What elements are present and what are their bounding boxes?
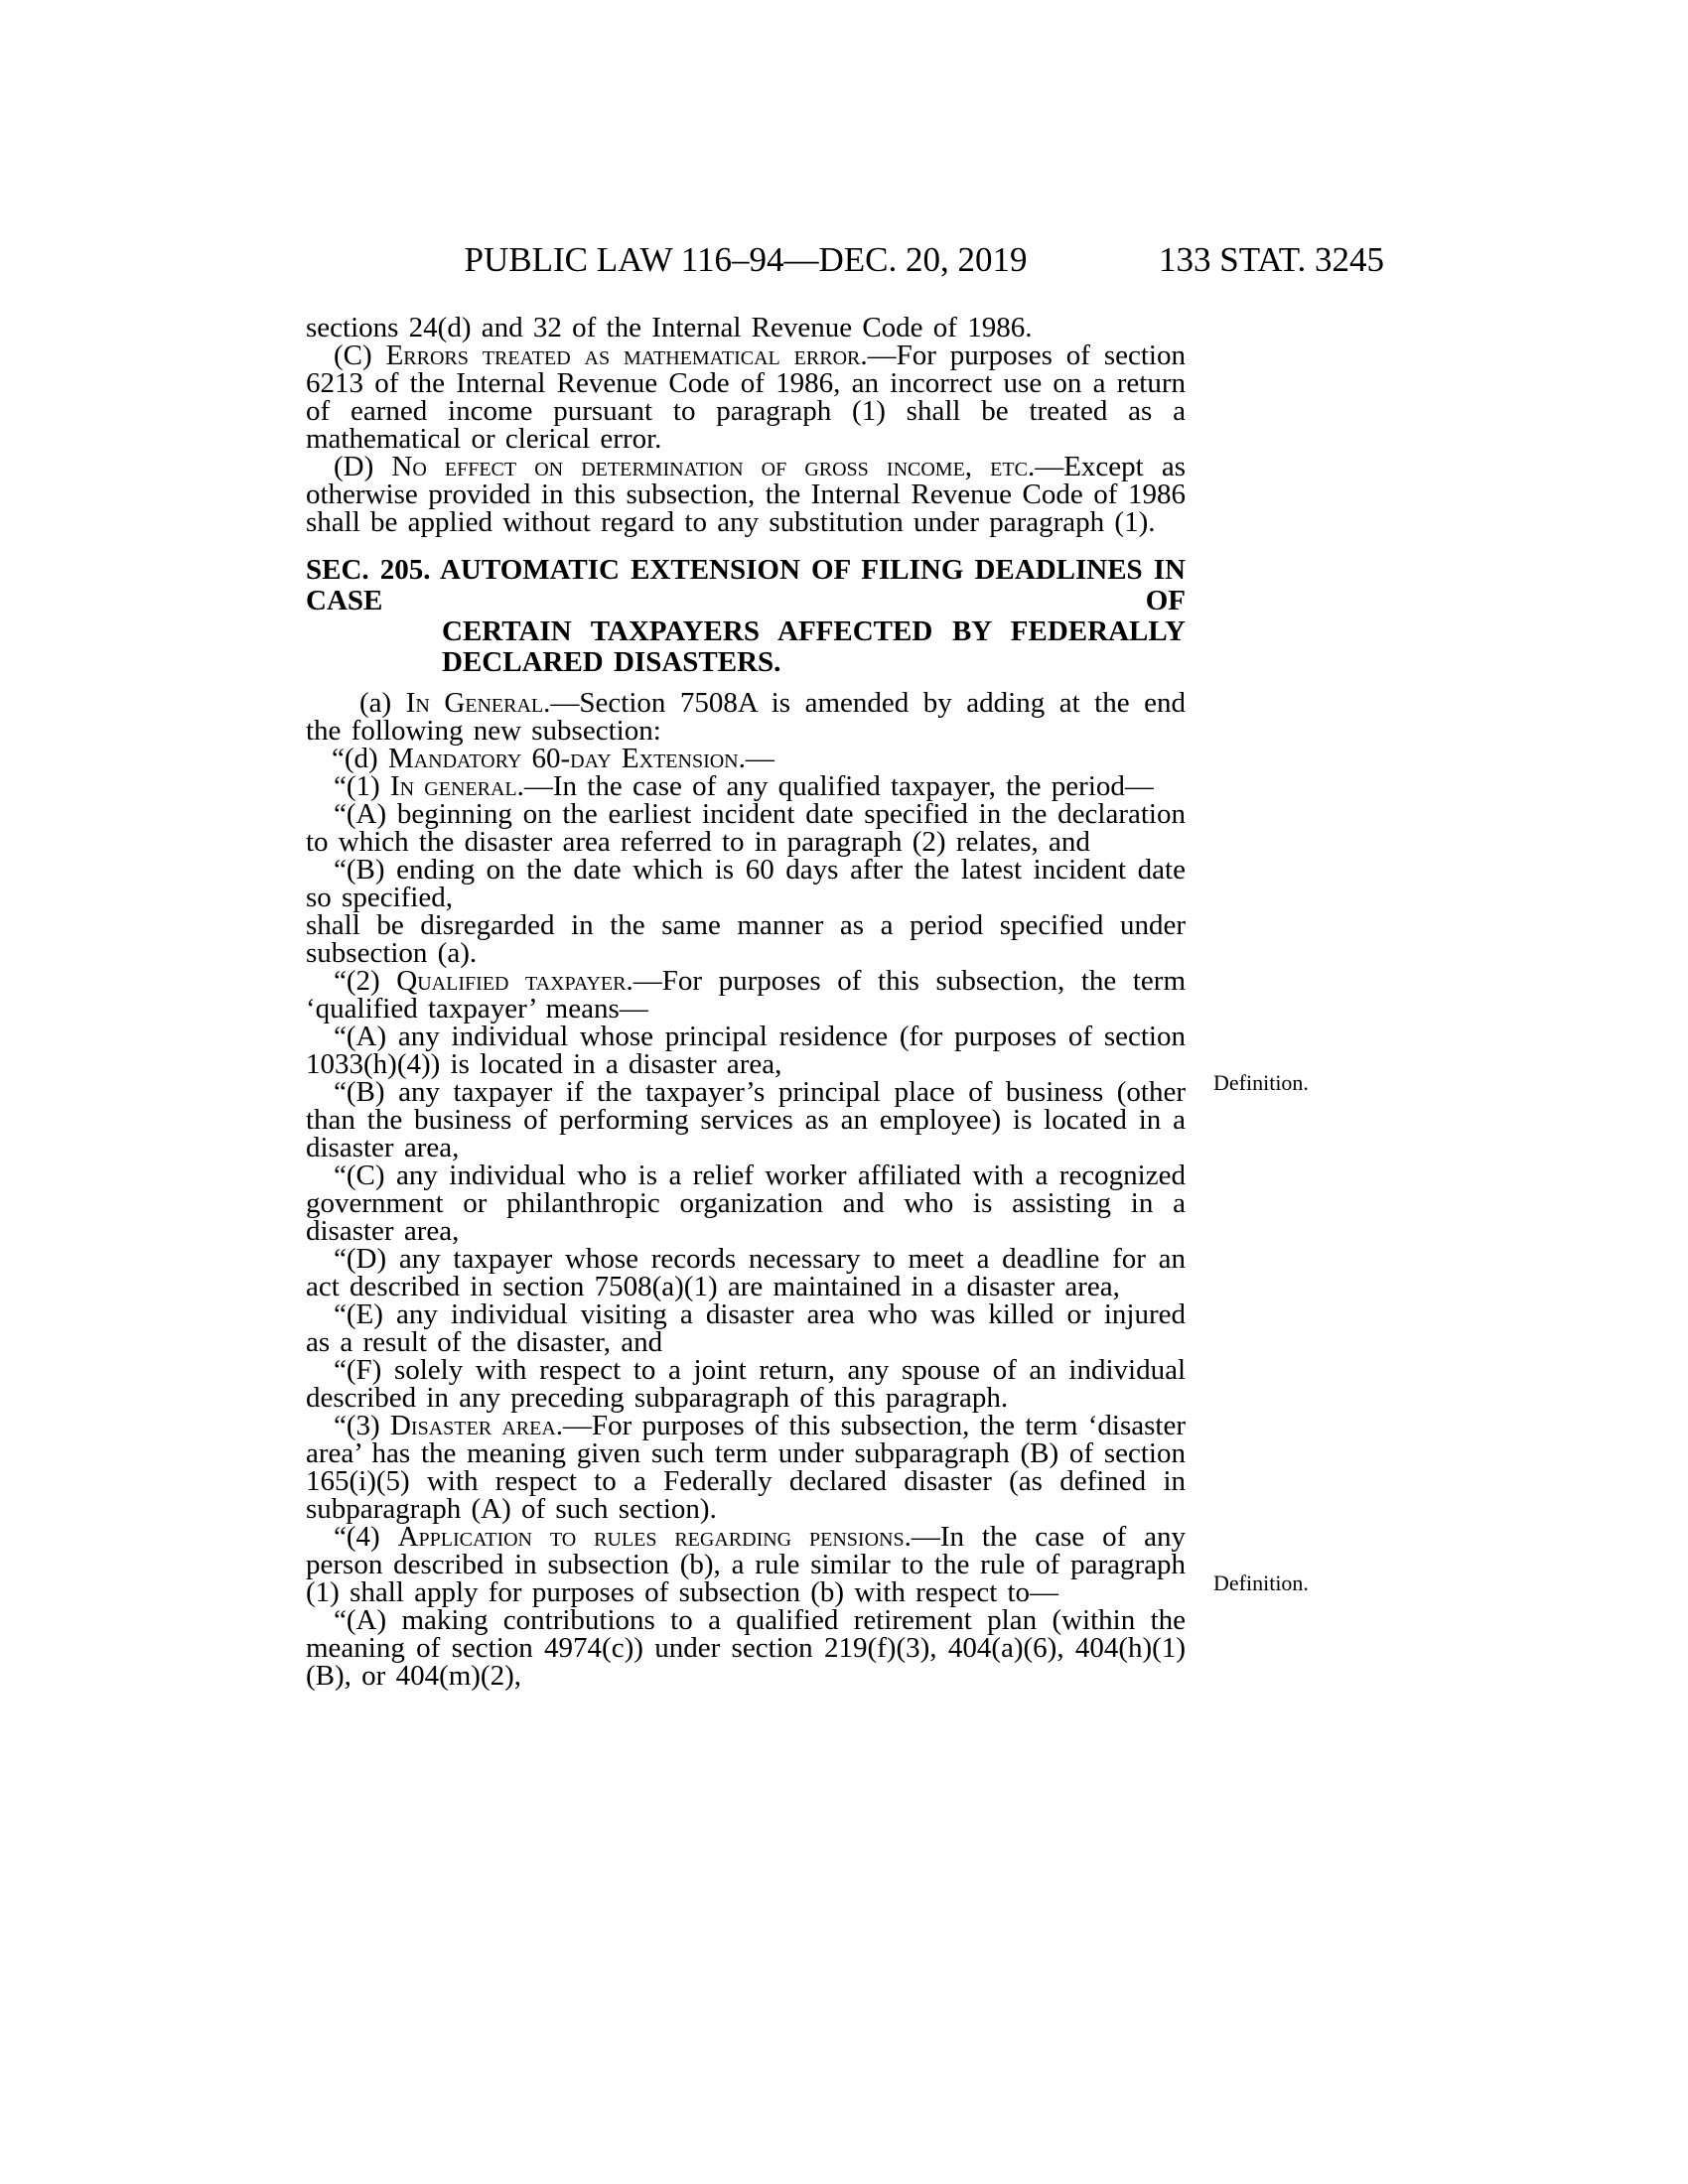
text-run: “(A) beginning on the earliest incident date specified in the declaration to which the disaster area referred to in paragraph (2) relates, and <box>306 798 1186 858</box>
para-1-in-general <box>306 772 1186 800</box>
text-run: “(B) any taxpayer if the taxpayer’s principal place of business (other than the business of performing services as an employee) is located in a disaster area, <box>306 1076 1186 1163</box>
small-caps-run: No effect on determination of gross income, etc. <box>391 451 1036 482</box>
small-caps-run: In general <box>389 770 517 802</box>
subpara-4A-contributions <box>306 1606 1186 1690</box>
text-run: (a) <box>359 687 406 719</box>
text-run: “(D) any taxpayer whose records necessary to meet a deadline for an act described in section 7508(a)(1) are maintained in a disaster area, <box>306 1243 1186 1302</box>
text-run: .—For purposes of this subsection, the term ‘qualified taxpayer’ means— <box>306 965 1187 1024</box>
text-run: .—For purposes of this subsection, the term ‘disaster area’ has the meaning given such term under subparagraph (B) of section 165(i)(5) with respect to a Federally declared disaster (as defined in subparagraph (A) of such section). <box>306 1410 1187 1525</box>
small-caps-run: In General <box>405 687 544 719</box>
flush-shall-be-disregarded <box>306 911 1186 967</box>
text-run: —Except as otherwise provided in this subsection, the Internal Revenue Code of 1986 shall be applied without regard to any substitution under paragraph (1). <box>306 451 1186 538</box>
subpara-2D-records <box>306 1245 1186 1300</box>
section-205-heading <box>306 555 1186 678</box>
small-caps-run: Mandatory 60-day Extension <box>387 743 739 774</box>
text-run: “(d) <box>332 743 388 774</box>
para-2-qualified-taxpayer <box>306 967 1186 1023</box>
small-caps-run: Qualified taxpayer <box>396 965 627 997</box>
small-caps-run: Disaster area <box>389 1410 556 1441</box>
text-run: .— <box>738 743 774 774</box>
subpara-1A-beginning <box>306 800 1186 856</box>
text-run: .—Section 7508A is amended by adding at the end the following new subsection: <box>306 687 1186 747</box>
text-run: .—In the case of any qualified taxpayer, the period— <box>516 770 1154 802</box>
text-run: “(A) making contributions to a qualified retirement plan (within the meaning of section 4974(c)) under section 219(f)(3), 404(a)(6), 404(h)(1)(B), or 404(m)(2), <box>306 1604 1186 1692</box>
text-run: shall be disregarded in the same manner as a period specified under subsection (a). <box>306 909 1186 969</box>
subpara-C-errors-treated <box>306 341 1186 453</box>
subsec-a-in-general <box>306 689 1186 745</box>
text-run: “(A) any individual whose principal residence (for purposes of section 1033(h)(4)) is located in a disaster area, <box>306 1021 1186 1080</box>
text-run: “(2) <box>334 965 397 997</box>
subpara-2E-visiting <box>306 1300 1186 1356</box>
text-run: “(4) <box>334 1521 398 1553</box>
body-main-paragraphs <box>306 689 1186 1690</box>
body-top-paragraphs <box>306 314 1186 536</box>
small-caps-run: Application to rules regarding pensions <box>397 1521 905 1553</box>
text-run: “(1) <box>334 770 390 802</box>
text-run: “(F) solely with respect to a joint return, any spouse of an individual described in any preceding subparagraph of this paragraph. <box>306 1354 1186 1414</box>
subpara-2F-joint-return <box>306 1356 1186 1412</box>
public-law-header: PUBLIC LAW 116–94—DEC. 20, 2019 <box>464 240 1028 279</box>
para-3-disaster-area <box>306 1412 1186 1523</box>
text-run: “(B) ending on the date which is 60 days after the latest incident date so specified, <box>306 854 1186 913</box>
small-caps-run: Errors treated as mathematical error <box>385 340 861 371</box>
heading-line: CERTAIN TAXPAYERS AFFECTED BY FEDERALLY <box>442 615 1186 647</box>
subpara-1B-ending <box>306 856 1186 911</box>
subpara-2C-relief-worker <box>306 1161 1186 1245</box>
text-run: .—For purposes of section 6213 of the Internal Revenue Code of 1986, an incorrect use on a return of earned income pursuant to paragraph (1) shall be treated as a mathematical or clerical error. <box>306 340 1186 455</box>
para-4-application-pensions <box>306 1523 1186 1606</box>
subpara-2A-principal-residence <box>306 1023 1186 1078</box>
margin-note-definition-2: Definition. <box>1213 1570 1309 1595</box>
text-run: sections 24(d) and 32 of the Internal Revenue Code of 1986. <box>306 312 1033 343</box>
text-run: “(E) any individual visiting a disaster area who was killed or injured as a result of the disaster, and <box>306 1298 1186 1358</box>
text-run: (C) <box>334 340 386 371</box>
margin-note-definition-1: Definition. <box>1213 1070 1309 1095</box>
text-column <box>306 314 1186 1690</box>
running-header <box>306 240 1384 282</box>
stat-page-number: 133 STAT. 3245 <box>1159 240 1384 279</box>
subpara-D-no-effect <box>306 453 1186 536</box>
text-run: “(C) any individual who is a relief worker affiliated with a recognized government or philanthropic organization and who is assisting in a disaster area, <box>306 1160 1186 1247</box>
heading-line: DECLARED DISASTERS. <box>442 646 781 678</box>
continuation-sections <box>306 314 1186 341</box>
subsec-d-mandatory-extension <box>306 745 1186 772</box>
subpara-2B-principal-place-of-business <box>306 1078 1186 1161</box>
text-run: “(3) <box>334 1410 390 1441</box>
text-run: .—In the case of any person described in subsection (b), a rule similar to the rule of paragraph (1) shall apply for purposes of subsection (b) with respect to— <box>306 1521 1186 1608</box>
text-run: (D) <box>334 451 392 482</box>
heading-line: SEC. 205. AUTOMATIC EXTENSION OF FILING DEADLINES IN CASE OF <box>306 554 1186 616</box>
